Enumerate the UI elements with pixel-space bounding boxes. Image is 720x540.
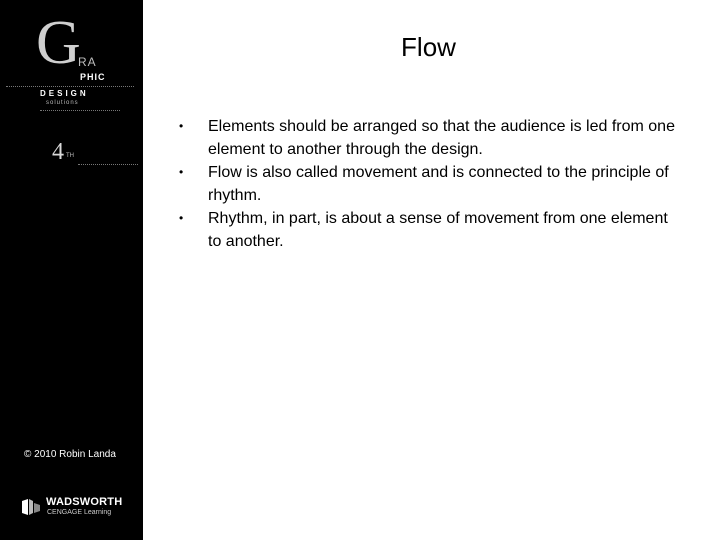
bullet-icon: • — [179, 119, 184, 133]
bullet-list — [179, 115, 678, 253]
publisher-logo — [20, 495, 124, 519]
bullet-icon: • — [179, 165, 184, 179]
bullet-icon: • — [179, 211, 184, 225]
bullet-item — [179, 115, 678, 161]
bullet-text: Flow is also called movement and is connected to the principle of rhythm. — [208, 164, 669, 204]
publisher-name: WADSWORTH — [46, 496, 123, 508]
publisher-subtitle: CENGAGE Learning — [47, 509, 112, 516]
copyright-text: © 2010 Robin Landa — [24, 449, 116, 460]
wadsworth-emblem-icon — [20, 497, 42, 517]
brand-logo-phic: PHIC — [80, 72, 106, 82]
slide-title: Flow — [401, 32, 456, 62]
bullet-text: Elements should be arranged so that the audience is led from one element to another through the design. — [208, 118, 675, 158]
bullet-text: Rhythm, in part, is about a sense of movement from one element to another. — [208, 210, 668, 250]
edition-number: 4 — [52, 139, 64, 165]
brand-divider — [6, 86, 134, 87]
brand-divider — [40, 110, 120, 111]
brand-logo-solutions: solutions — [46, 100, 79, 106]
brand-logo-design: DESIGN — [40, 89, 89, 98]
brand-edition-number — [52, 140, 74, 164]
brand-sidebar — [0, 0, 143, 540]
edition-suffix: TH — [66, 153, 74, 159]
bullet-item — [179, 207, 678, 253]
bullet-item — [179, 161, 678, 207]
brand-divider — [78, 164, 138, 165]
brand-logo-letter-g: G — [36, 9, 81, 77]
brand-logo-ra: RA — [78, 55, 97, 69]
